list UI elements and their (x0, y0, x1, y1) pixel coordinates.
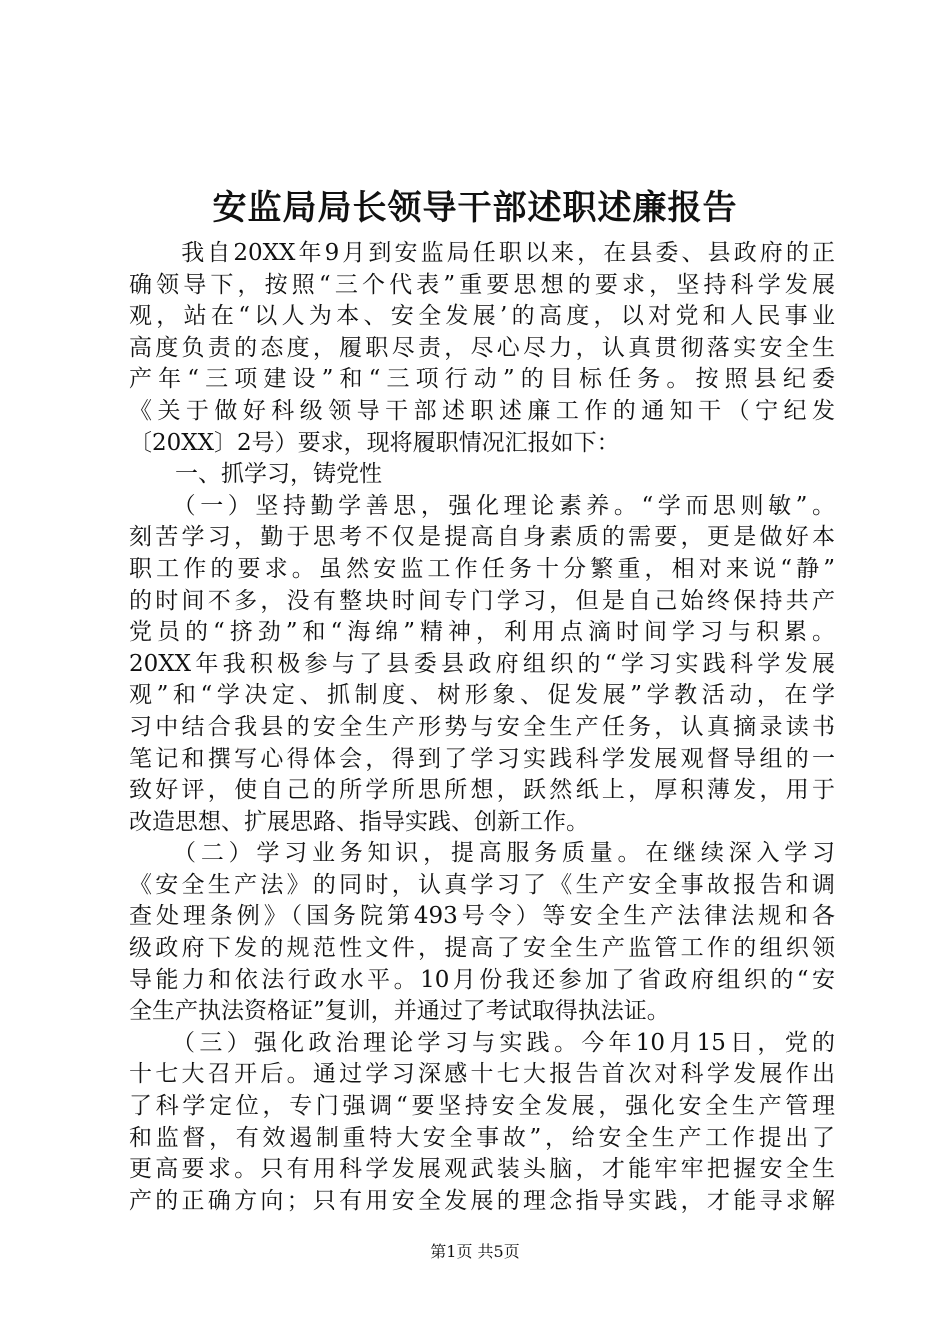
text-line: 了科学定位，专门强调“要坚持安全发展，强化安全生产管理 (129, 1093, 835, 1120)
text-line: 20XX年我积极参与了县委县政府组织的“学习实践科学发展 (129, 650, 835, 677)
text-line: （一）坚持勤学善思，强化理论素养。“学而思则敏”。 (129, 492, 835, 519)
document-body (129, 238, 835, 1217)
text-line: （三）强化政治理论学习与实践。今年10月15日，党的 (129, 1029, 835, 1056)
text-line: 全生产执法资格证”复训，并通过了考试取得执法证。 (129, 998, 670, 1025)
text-line: 导能力和依法行政水平。10月份我还参加了省政府组织的“安 (129, 966, 835, 993)
text-line: 确领导下，按照“三个代表”重要思想的要求，坚持科学发展 (129, 271, 835, 298)
document-title: 安监局局长领导干部述职述廉报告 (212, 188, 738, 228)
text-line: 刻苦学习，勤于思考不仅是提高自身素质的需要，更是做好本 (129, 524, 835, 551)
text-line: 查处理条例》（国务院第493号令）等安全生产法律法规和各 (129, 903, 835, 930)
text-line: 〔20XX〕2号）要求，现将履职情况汇报如下： (129, 429, 620, 456)
text-line: 十七大召开后。通过学习深感十七大报告首次对科学发展作出 (129, 1061, 835, 1088)
text-line: 级政府下发的规范性文件，提高了安全生产监管工作的组织领 (129, 935, 835, 962)
text-line: 观”和“学决定、抓制度、树形象、促发展”学教活动，在学 (129, 682, 835, 709)
text-line: 党员的“挤劲”和“海绵”精神，利用点滴时间学习与积累。 (129, 619, 835, 646)
text-line: 职工作的要求。虽然安监工作任务十分繁重，相对来说“静” (129, 555, 835, 582)
text-line: 的时间不多，没有整块时间专门学习，但是自己始终保持共产 (129, 587, 835, 614)
text-line: 更高要求。只有用科学发展观武装头脑，才能牢牢把握安全生 (129, 1156, 835, 1183)
text-line: 产的正确方向；只有用安全发展的理念指导实践，才能寻求解 (129, 1187, 835, 1214)
text-line: 和监督，有效遏制重特大安全事故”，给安全生产工作提出了 (129, 1124, 835, 1151)
text-line: 《安全生产法》的同时，认真学习了《生产安全事故报告和调 (129, 871, 835, 898)
text-line: 习中结合我县的安全生产形势与安全生产任务，认真摘录读书 (129, 713, 835, 740)
text-line: 高度负责的态度，履职尽责，尽心尽力，认真贯彻落实安全生 (129, 334, 835, 361)
text-line: 改造思想、扩展思路、指导实践、创新工作。 (129, 808, 589, 835)
text-line: 一、抓学习，铸党性 (129, 461, 382, 488)
text-line: 我自20XX年9月到安监局任职以来，在县委、县政府的正 (129, 240, 835, 266)
text-line: 致好评，使自己的所学所思所想，跃然纸上，厚积薄发，用于 (129, 777, 835, 804)
text-line: （二）学习业务知识，提高服务质量。在继续深入学习 (129, 840, 835, 867)
text-line: 《关于做好科级领导干部述职述廉工作的通知干（宁纪发 (129, 397, 835, 424)
page-footer: 第1页 共5页 (430, 1242, 520, 1261)
text-line: 产年“三项建设”和“三项行动”的目标任务。按照县纪委 (129, 366, 835, 393)
text-line: 笔记和撰写心得体会，得到了学习实践科学发展观督导组的一 (129, 745, 835, 772)
text-line: 观，站在“以人为本、安全发展’的高度，以对党和人民事业 (129, 303, 835, 330)
